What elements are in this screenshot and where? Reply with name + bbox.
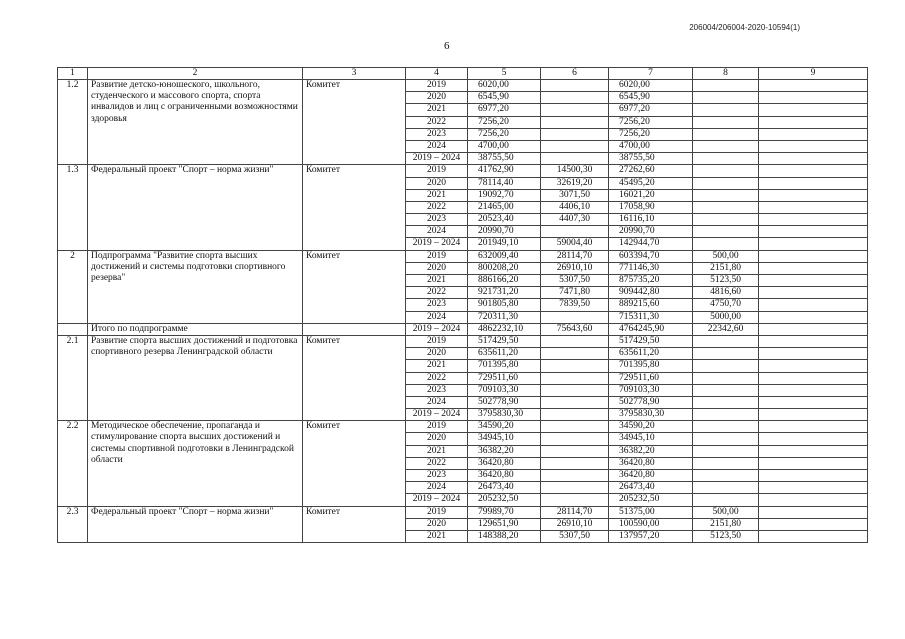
federal-budget-cell: 4406,10	[541, 201, 609, 213]
item-number: 2.1	[58, 335, 88, 420]
column-header: 7	[609, 68, 693, 80]
local-budget-cell	[693, 226, 759, 238]
total-cell: 20523,40	[468, 214, 541, 226]
regional-budget-cell: 38755,50	[609, 153, 693, 165]
regional-budget-cell: 45495,20	[609, 177, 693, 189]
total-cell: 79989,70	[468, 506, 541, 518]
other-sources-cell	[759, 80, 868, 92]
year-cell: 2020	[406, 92, 468, 104]
total-cell: 3795830,30	[468, 409, 541, 421]
other-sources-cell	[759, 226, 868, 238]
regional-budget-cell: 701395,80	[609, 360, 693, 372]
regional-budget-cell: 909442,80	[609, 287, 693, 299]
federal-budget-cell: 28114,70	[541, 250, 609, 262]
page-number: 6	[444, 40, 450, 52]
total-cell: 26473,40	[468, 482, 541, 494]
column-header: 8	[693, 68, 759, 80]
federal-budget-cell	[541, 226, 609, 238]
total-cell: 886166,20	[468, 275, 541, 287]
regional-budget-cell: 875735,20	[609, 275, 693, 287]
regional-budget-cell: 4700,00	[609, 140, 693, 152]
other-sources-cell	[759, 360, 868, 372]
year-cell: 2024	[406, 482, 468, 494]
item-name: Итого по подпрограмме	[88, 323, 303, 335]
total-cell: 6020,00	[468, 80, 541, 92]
federal-budget-cell: 26910,10	[541, 518, 609, 530]
local-budget-cell	[693, 140, 759, 152]
total-cell: 7256,20	[468, 116, 541, 128]
table-row	[58, 335, 868, 347]
local-budget-cell	[693, 433, 759, 445]
total-cell: 36420,80	[468, 457, 541, 469]
year-cell: 2020	[406, 518, 468, 530]
other-sources-cell	[759, 104, 868, 116]
table-row	[58, 421, 868, 433]
year-cell: 2022	[406, 457, 468, 469]
budget-table	[57, 67, 868, 543]
federal-budget-cell	[541, 311, 609, 323]
year-cell: 2019 – 2024	[406, 238, 468, 250]
total-cell: 4862232,10	[468, 323, 541, 335]
year-cell: 2020	[406, 348, 468, 360]
local-budget-cell	[693, 421, 759, 433]
total-cell: 701395,80	[468, 360, 541, 372]
local-budget-cell	[693, 494, 759, 506]
other-sources-cell	[759, 116, 868, 128]
other-sources-cell	[759, 177, 868, 189]
federal-budget-cell: 32619,20	[541, 177, 609, 189]
federal-budget-cell: 14500,30	[541, 165, 609, 177]
local-budget-cell	[693, 80, 759, 92]
other-sources-cell	[759, 396, 868, 408]
federal-budget-cell: 59004,40	[541, 238, 609, 250]
total-cell: 78114,40	[468, 177, 541, 189]
other-sources-cell	[759, 482, 868, 494]
other-sources-cell	[759, 287, 868, 299]
regional-budget-cell: 889215,60	[609, 299, 693, 311]
item-number: 1.2	[58, 80, 88, 165]
item-executor: Комитет	[303, 165, 406, 250]
year-cell: 2023	[406, 128, 468, 140]
regional-budget-cell: 26473,40	[609, 482, 693, 494]
local-budget-cell	[693, 482, 759, 494]
local-budget-cell	[693, 165, 759, 177]
local-budget-cell	[693, 445, 759, 457]
regional-budget-cell: 51375,00	[609, 506, 693, 518]
other-sources-cell	[759, 262, 868, 274]
other-sources-cell	[759, 421, 868, 433]
table-header-row	[58, 68, 868, 80]
year-cell: 2020	[406, 433, 468, 445]
regional-budget-cell: 34945,10	[609, 433, 693, 445]
regional-budget-cell: 36420,80	[609, 470, 693, 482]
column-header: 3	[303, 68, 406, 80]
federal-budget-cell: 5307,50	[541, 530, 609, 542]
other-sources-cell	[759, 506, 868, 518]
year-cell: 2021	[406, 275, 468, 287]
local-budget-cell	[693, 360, 759, 372]
other-sources-cell	[759, 409, 868, 421]
year-cell: 2024	[406, 396, 468, 408]
item-number: 2	[58, 250, 88, 323]
table-row	[58, 80, 868, 92]
total-cell: 7256,20	[468, 128, 541, 140]
total-cell: 709103,30	[468, 384, 541, 396]
local-budget-cell	[693, 238, 759, 250]
other-sources-cell	[759, 201, 868, 213]
federal-budget-cell: 26910,10	[541, 262, 609, 274]
regional-budget-cell: 4764245,90	[609, 323, 693, 335]
federal-budget-cell	[541, 445, 609, 457]
total-cell: 34590,20	[468, 421, 541, 433]
regional-budget-cell: 603394,70	[609, 250, 693, 262]
total-cell: 19092,70	[468, 189, 541, 201]
year-cell: 2019	[406, 250, 468, 262]
federal-budget-cell	[541, 140, 609, 152]
regional-budget-cell: 7256,20	[609, 128, 693, 140]
year-cell: 2019	[406, 421, 468, 433]
item-executor: Комитет	[303, 506, 406, 543]
other-sources-cell	[759, 494, 868, 506]
year-cell: 2020	[406, 262, 468, 274]
total-cell: 205232,50	[468, 494, 541, 506]
local-budget-cell	[693, 201, 759, 213]
federal-budget-cell	[541, 457, 609, 469]
total-cell: 34945,10	[468, 433, 541, 445]
item-executor: Комитет	[303, 250, 406, 323]
total-cell: 148388,20	[468, 530, 541, 542]
total-cell: 901805,80	[468, 299, 541, 311]
federal-budget-cell	[541, 104, 609, 116]
federal-budget-cell	[541, 92, 609, 104]
regional-budget-cell: 3795830,30	[609, 409, 693, 421]
year-cell: 2019	[406, 80, 468, 92]
total-cell: 201949,10	[468, 238, 541, 250]
year-cell: 2021	[406, 445, 468, 457]
other-sources-cell	[759, 238, 868, 250]
regional-budget-cell: 16116,10	[609, 214, 693, 226]
total-cell: 720311,30	[468, 311, 541, 323]
local-budget-cell	[693, 457, 759, 469]
regional-budget-cell: 709103,30	[609, 384, 693, 396]
federal-budget-cell	[541, 421, 609, 433]
federal-budget-cell: 3071,50	[541, 189, 609, 201]
regional-budget-cell: 142944,70	[609, 238, 693, 250]
local-budget-cell	[693, 335, 759, 347]
total-cell: 632009,40	[468, 250, 541, 262]
item-name: Развитие спорта высших достижений и подготовка спортивного резерва Ленинградской области	[88, 335, 303, 420]
year-cell: 2023	[406, 384, 468, 396]
federal-budget-cell	[541, 80, 609, 92]
other-sources-cell	[759, 214, 868, 226]
total-cell: 635611,20	[468, 348, 541, 360]
federal-budget-cell	[541, 116, 609, 128]
total-cell: 6977,20	[468, 104, 541, 116]
column-header: 1	[58, 68, 88, 80]
table-row	[58, 506, 868, 518]
year-cell: 2024	[406, 226, 468, 238]
regional-budget-cell: 6545,90	[609, 92, 693, 104]
regional-budget-cell: 502778,90	[609, 396, 693, 408]
local-budget-cell	[693, 348, 759, 360]
other-sources-cell	[759, 299, 868, 311]
regional-budget-cell: 715311,30	[609, 311, 693, 323]
regional-budget-cell: 27262,60	[609, 165, 693, 177]
regional-budget-cell: 34590,20	[609, 421, 693, 433]
other-sources-cell	[759, 275, 868, 287]
year-cell: 2019 – 2024	[406, 323, 468, 335]
other-sources-cell	[759, 189, 868, 201]
year-cell: 2022	[406, 201, 468, 213]
other-sources-cell	[759, 250, 868, 262]
local-budget-cell	[693, 409, 759, 421]
local-budget-cell: 2151,80	[693, 262, 759, 274]
column-header: 6	[541, 68, 609, 80]
item-number: 1.3	[58, 165, 88, 250]
federal-budget-cell	[541, 409, 609, 421]
local-budget-cell	[693, 177, 759, 189]
regional-budget-cell: 16021,20	[609, 189, 693, 201]
total-cell: 729511,60	[468, 372, 541, 384]
federal-budget-cell	[541, 482, 609, 494]
other-sources-cell	[759, 384, 868, 396]
other-sources-cell	[759, 92, 868, 104]
local-budget-cell: 4816,60	[693, 287, 759, 299]
item-number: 2.3	[58, 506, 88, 543]
year-cell: 2019	[406, 165, 468, 177]
regional-budget-cell: 635611,20	[609, 348, 693, 360]
other-sources-cell	[759, 311, 868, 323]
federal-budget-cell	[541, 372, 609, 384]
year-cell: 2021	[406, 360, 468, 372]
regional-budget-cell: 205232,50	[609, 494, 693, 506]
local-budget-cell: 22342,60	[693, 323, 759, 335]
federal-budget-cell: 5307,50	[541, 275, 609, 287]
year-cell: 2021	[406, 189, 468, 201]
item-executor	[303, 323, 406, 335]
year-cell: 2024	[406, 140, 468, 152]
year-cell: 2022	[406, 116, 468, 128]
total-cell: 517429,50	[468, 335, 541, 347]
year-cell: 2019 – 2024	[406, 409, 468, 421]
year-cell: 2022	[406, 287, 468, 299]
other-sources-cell	[759, 433, 868, 445]
federal-budget-cell: 28114,70	[541, 506, 609, 518]
regional-budget-cell: 517429,50	[609, 335, 693, 347]
total-cell: 36420,80	[468, 470, 541, 482]
regional-budget-cell: 6020,00	[609, 80, 693, 92]
regional-budget-cell: 100590,00	[609, 518, 693, 530]
year-cell: 2023	[406, 214, 468, 226]
other-sources-cell	[759, 140, 868, 152]
year-cell: 2021	[406, 530, 468, 542]
regional-budget-cell: 36420,80	[609, 457, 693, 469]
total-cell: 38755,50	[468, 153, 541, 165]
item-name: Подпрограмма "Развитие спорта высших достижений и системы подготовки спортивного резерва"	[88, 250, 303, 323]
federal-budget-cell: 4407,30	[541, 214, 609, 226]
regional-budget-cell: 137957,20	[609, 530, 693, 542]
table-row	[58, 165, 868, 177]
item-name: Федеральный проект "Спорт – норма жизни"	[88, 506, 303, 543]
local-budget-cell	[693, 116, 759, 128]
total-cell: 4700,00	[468, 140, 541, 152]
other-sources-cell	[759, 348, 868, 360]
item-number: 2.2	[58, 421, 88, 506]
federal-budget-cell	[541, 396, 609, 408]
item-executor: Комитет	[303, 80, 406, 165]
local-budget-cell: 500,00	[693, 250, 759, 262]
regional-budget-cell: 20990,70	[609, 226, 693, 238]
federal-budget-cell	[541, 335, 609, 347]
table-row	[58, 250, 868, 262]
federal-budget-cell	[541, 360, 609, 372]
local-budget-cell	[693, 214, 759, 226]
item-name: Федеральный проект "Спорт – норма жизни"	[88, 165, 303, 250]
federal-budget-cell	[541, 348, 609, 360]
local-budget-cell: 5123,50	[693, 275, 759, 287]
other-sources-cell	[759, 128, 868, 140]
table-row	[58, 323, 868, 335]
local-budget-cell: 5123,50	[693, 530, 759, 542]
regional-budget-cell: 6977,20	[609, 104, 693, 116]
local-budget-cell: 500,00	[693, 506, 759, 518]
federal-budget-cell	[541, 128, 609, 140]
total-cell: 129651,90	[468, 518, 541, 530]
local-budget-cell	[693, 153, 759, 165]
year-cell: 2022	[406, 372, 468, 384]
local-budget-cell: 5000,00	[693, 311, 759, 323]
column-header: 9	[759, 68, 868, 80]
total-cell: 6545,90	[468, 92, 541, 104]
federal-budget-cell: 75643,60	[541, 323, 609, 335]
year-cell: 2023	[406, 470, 468, 482]
total-cell: 41762,90	[468, 165, 541, 177]
item-executor: Комитет	[303, 335, 406, 420]
local-budget-cell	[693, 372, 759, 384]
other-sources-cell	[759, 372, 868, 384]
federal-budget-cell	[541, 433, 609, 445]
other-sources-cell	[759, 470, 868, 482]
regional-budget-cell: 36382,20	[609, 445, 693, 457]
regional-budget-cell: 7256,20	[609, 116, 693, 128]
regional-budget-cell: 729511,60	[609, 372, 693, 384]
year-cell: 2021	[406, 104, 468, 116]
other-sources-cell	[759, 457, 868, 469]
federal-budget-cell	[541, 494, 609, 506]
regional-budget-cell: 17058,90	[609, 201, 693, 213]
other-sources-cell	[759, 153, 868, 165]
year-cell: 2020	[406, 177, 468, 189]
local-budget-cell	[693, 470, 759, 482]
local-budget-cell	[693, 92, 759, 104]
year-cell: 2023	[406, 299, 468, 311]
federal-budget-cell	[541, 470, 609, 482]
other-sources-cell	[759, 530, 868, 542]
year-cell: 2019	[406, 506, 468, 518]
document-id: 206004/206004-2020-10594(1)	[689, 23, 800, 32]
year-cell: 2019 – 2024	[406, 494, 468, 506]
year-cell: 2019 – 2024	[406, 153, 468, 165]
total-cell: 800208,20	[468, 262, 541, 274]
federal-budget-cell: 7839,50	[541, 299, 609, 311]
other-sources-cell	[759, 335, 868, 347]
total-cell: 921731,20	[468, 287, 541, 299]
total-cell: 20990,70	[468, 226, 541, 238]
total-cell: 36382,20	[468, 445, 541, 457]
year-cell: 2024	[406, 311, 468, 323]
federal-budget-cell	[541, 384, 609, 396]
local-budget-cell	[693, 128, 759, 140]
column-header: 5	[468, 68, 541, 80]
item-name: Развитие детско-юношеского, школьного, студенческого и массового спорта, спорта инвалидов и лиц с ограниченными возможностями здоровья	[88, 80, 303, 165]
item-number	[58, 323, 88, 335]
total-cell: 21465,00	[468, 201, 541, 213]
other-sources-cell	[759, 165, 868, 177]
local-budget-cell: 2151,80	[693, 518, 759, 530]
column-header: 4	[406, 68, 468, 80]
year-cell: 2019	[406, 335, 468, 347]
local-budget-cell	[693, 396, 759, 408]
local-budget-cell	[693, 189, 759, 201]
local-budget-cell	[693, 104, 759, 116]
regional-budget-cell: 771146,30	[609, 262, 693, 274]
local-budget-cell: 4750,70	[693, 299, 759, 311]
column-header: 2	[88, 68, 303, 80]
federal-budget-cell	[541, 153, 609, 165]
other-sources-cell	[759, 518, 868, 530]
other-sources-cell	[759, 445, 868, 457]
item-executor: Комитет	[303, 421, 406, 506]
item-name: Методическое обеспечение, пропаганда и стимулирование спорта высших достижений и системы спортивной подготовки в Ленинградской области	[88, 421, 303, 506]
federal-budget-cell: 7471,80	[541, 287, 609, 299]
total-cell: 502778,90	[468, 396, 541, 408]
local-budget-cell	[693, 384, 759, 396]
other-sources-cell	[759, 323, 868, 335]
